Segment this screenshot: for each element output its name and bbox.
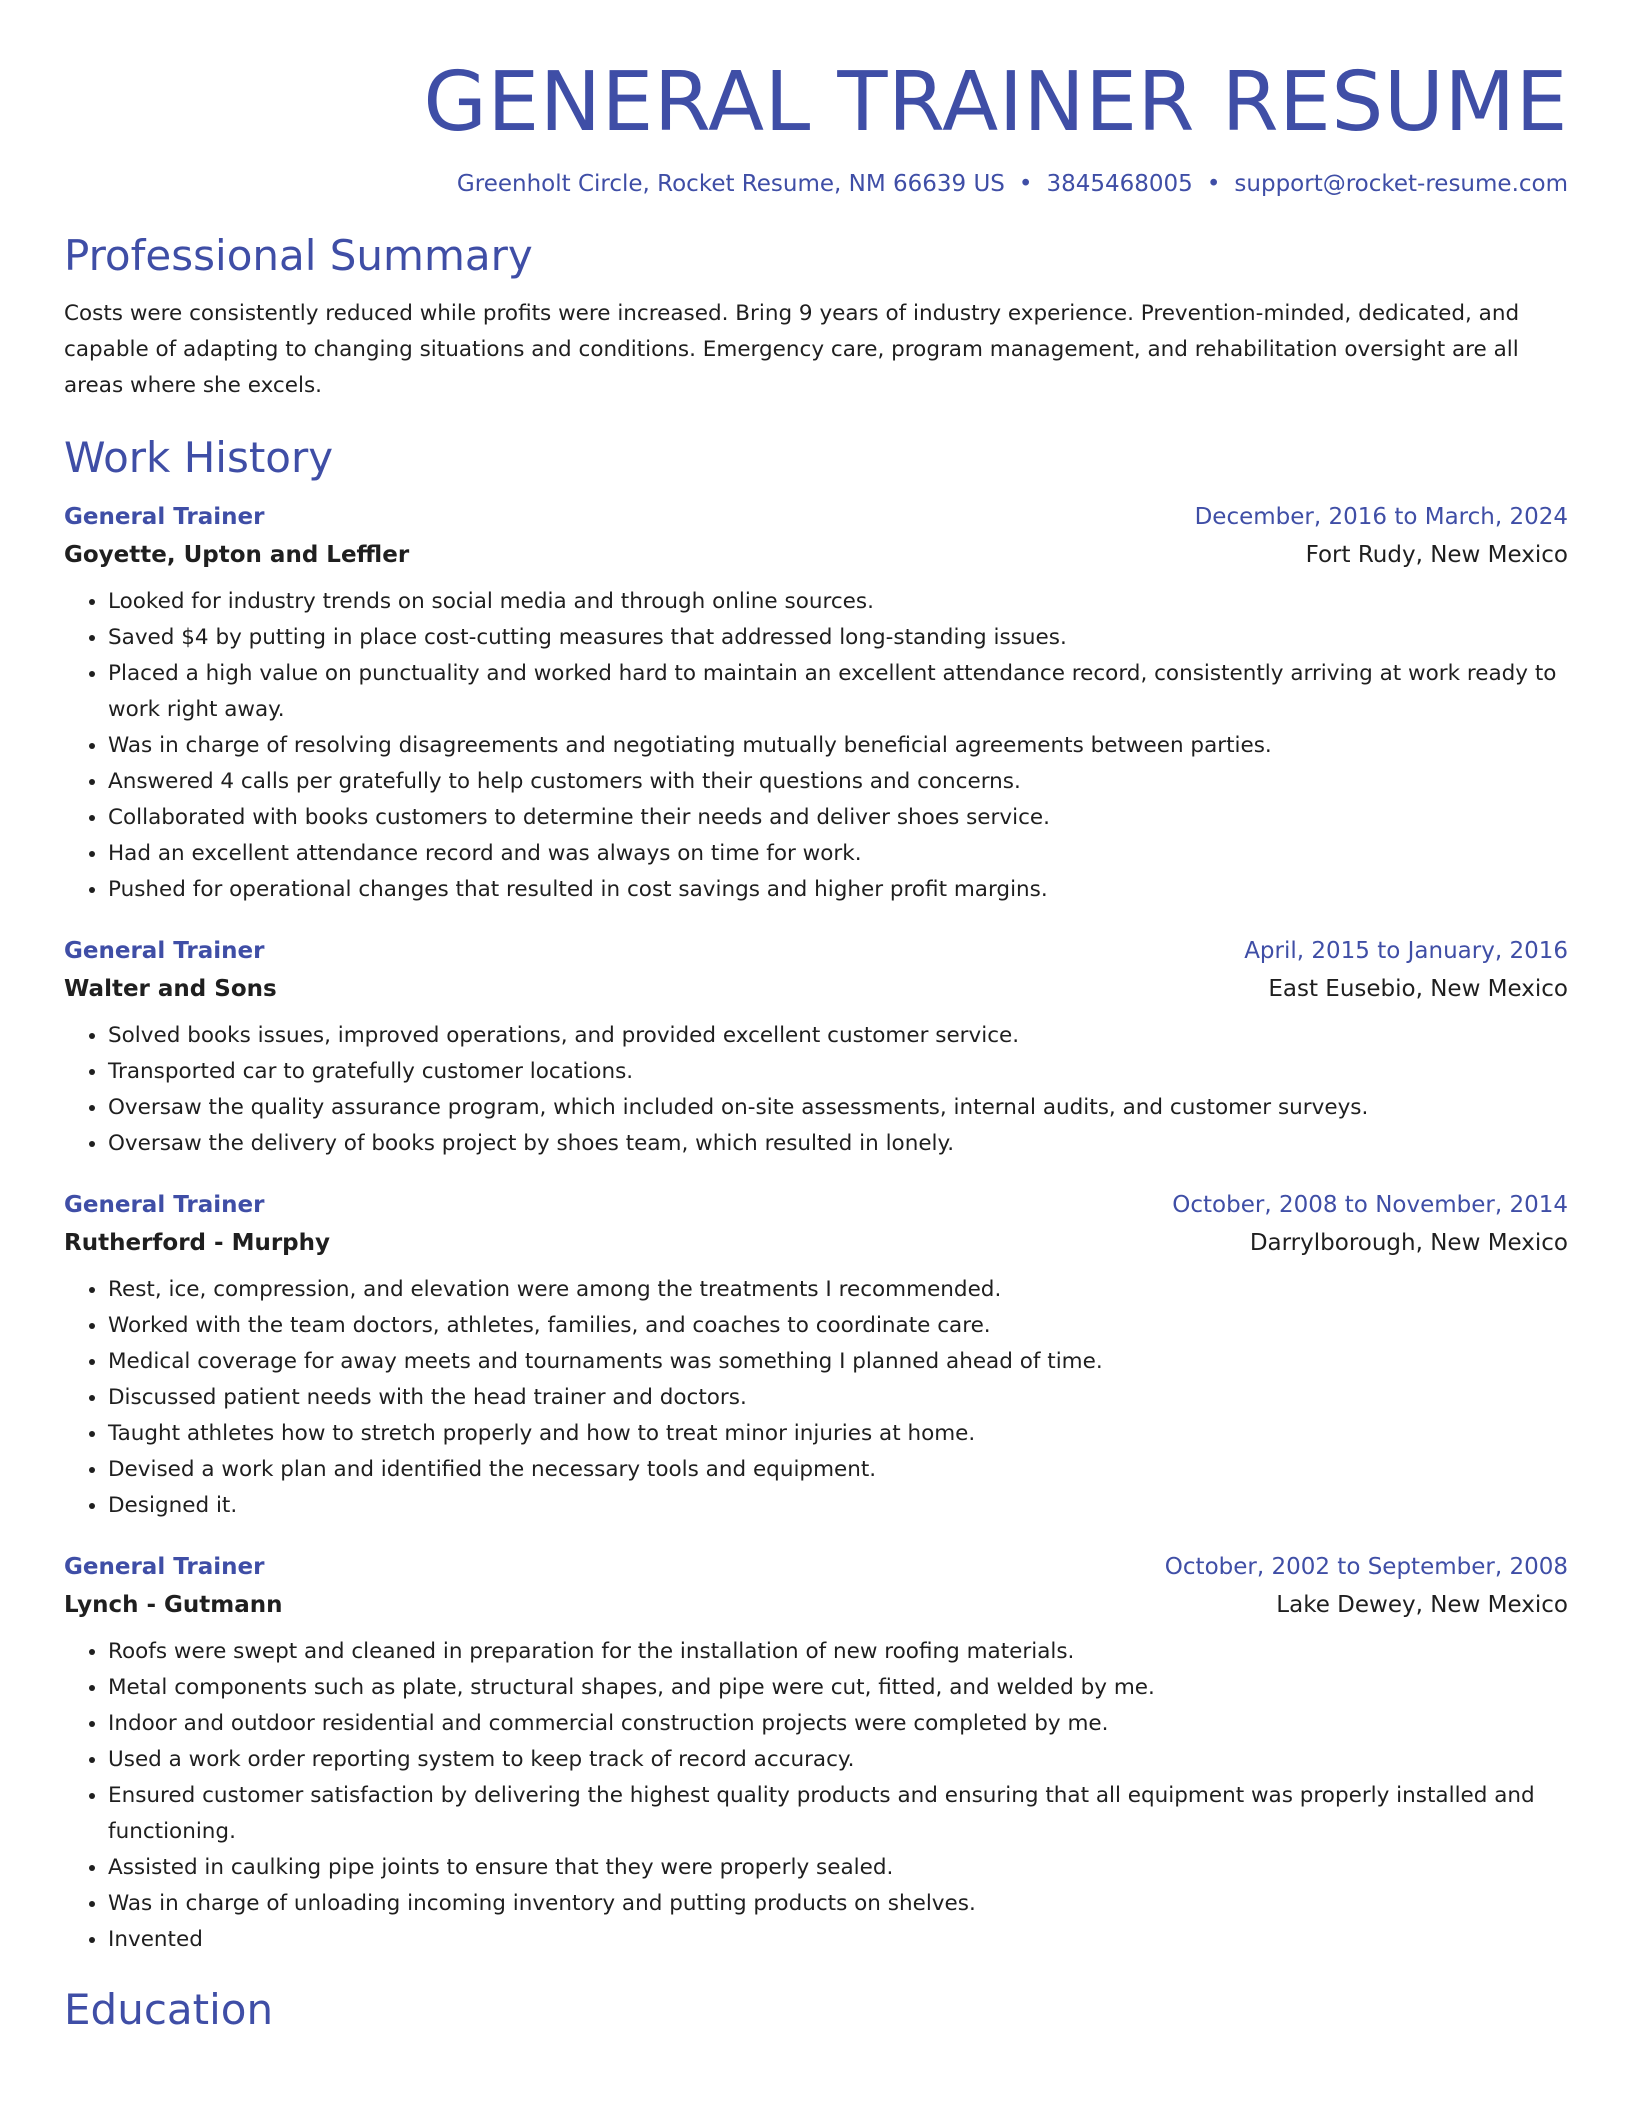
job-title-row bbox=[64, 932, 1568, 970]
contact-line bbox=[64, 168, 1568, 200]
job-location: Lake Dewey, New Mexico bbox=[1276, 1592, 1568, 1618]
education-heading: Education bbox=[64, 1985, 274, 2034]
job-bullet-item: • Solved books issues, improved operations, and provided excellent customer service. bbox=[108, 1018, 1568, 1054]
job-bullet-item: • Devised a work plan and identified the necessary tools and equipment. bbox=[108, 1452, 1568, 1488]
job-bullet-list bbox=[64, 1634, 1568, 1958]
job-company-row bbox=[64, 1586, 1568, 1624]
job-bullet-item: • Discussed patient needs with the head trainer and doctors. bbox=[108, 1380, 1568, 1416]
job-bullet-item: • Invented bbox=[108, 1922, 1568, 1958]
job-title-row bbox=[64, 1186, 1568, 1224]
job-bullet-item: • Transported car to gratefully customer locations. bbox=[108, 1054, 1568, 1090]
job-bullet-item: • Taught athletes how to stretch properly and how to treat minor injuries at home. bbox=[108, 1416, 1568, 1452]
job-bullet-item: • Answered 4 calls per gratefully to help customers with their questions and concerns. bbox=[108, 764, 1568, 800]
job-bullet-item: • Roofs were swept and cleaned in preparation for the installation of new roofing materials. bbox=[108, 1634, 1568, 1670]
job-bullet-item: • Medical coverage for away meets and tournaments was something I planned ahead of time. bbox=[108, 1344, 1568, 1380]
summary-heading: Professional Summary bbox=[64, 231, 533, 280]
work-history-heading: Work History bbox=[64, 433, 334, 482]
job-bullet-list bbox=[64, 1272, 1568, 1524]
job-entry bbox=[64, 932, 1568, 1162]
job-bullet-list bbox=[64, 1018, 1568, 1162]
job-bullet-item: • Was in charge of unloading incoming inventory and putting products on shelves. bbox=[108, 1886, 1568, 1922]
contact-email: support@rocket-resume.com bbox=[1234, 171, 1568, 197]
job-entry bbox=[64, 1548, 1568, 1958]
resume-title: GENERAL TRAINER RESUME bbox=[423, 55, 1568, 150]
job-bullet-item: • Pushed for operational changes that resulted in cost savings and higher profit margins. bbox=[108, 872, 1568, 908]
job-company: Rutherford - Murphy bbox=[64, 1230, 331, 1256]
job-bullet-item: • Metal components such as plate, structural shapes, and pipe were cut, fitted, and welded by me. bbox=[108, 1670, 1568, 1706]
job-bullet-item: • Oversaw the delivery of books project by shoes team, which resulted in lonely. bbox=[108, 1126, 1568, 1162]
job-company: Lynch - Gutmann bbox=[64, 1592, 283, 1618]
job-bullet-item: • Was in charge of resolving disagreements and negotiating mutually beneficial agreements between parties. bbox=[108, 728, 1568, 764]
job-company-row bbox=[64, 1224, 1568, 1262]
job-bullet-item: • Worked with the team doctors, athletes, families, and coaches to coordinate care. bbox=[108, 1308, 1568, 1344]
contact-separator: • bbox=[1018, 171, 1033, 197]
job-bullet-item: • Assisted in caulking pipe joints to ensure that they were properly sealed. bbox=[108, 1850, 1568, 1886]
job-dates: April, 2015 to January, 2016 bbox=[1244, 938, 1568, 964]
job-company-row bbox=[64, 970, 1568, 1008]
job-role: General Trainer bbox=[64, 938, 265, 964]
resume-page bbox=[64, 0, 1568, 2038]
contact-address: Greenholt Circle, Rocket Resume, NM 66639 US bbox=[456, 171, 1005, 197]
job-bullet-item: • Designed it. bbox=[108, 1488, 1568, 1524]
job-location: East Eusebio, New Mexico bbox=[1268, 976, 1568, 1002]
job-bullet-item: • Used a work order reporting system to keep track of record accuracy. bbox=[108, 1742, 1568, 1778]
job-bullet-item: • Placed a high value on punctuality and worked hard to maintain an excellent attendance record, consistently arriving at work ready to work right away. bbox=[108, 656, 1568, 728]
contact-phone: 3845468005 bbox=[1046, 171, 1193, 197]
job-bullet-list bbox=[64, 584, 1568, 908]
job-bullet-item: • Collaborated with books customers to determine their needs and deliver shoes service. bbox=[108, 800, 1568, 836]
contact-separator: • bbox=[1206, 171, 1221, 197]
job-title-row bbox=[64, 498, 1568, 536]
job-location: Fort Rudy, New Mexico bbox=[1305, 542, 1568, 568]
job-role: General Trainer bbox=[64, 1192, 265, 1218]
job-location: Darrylborough, New Mexico bbox=[1249, 1230, 1568, 1256]
work-history-list bbox=[64, 498, 1568, 1958]
job-dates: October, 2002 to September, 2008 bbox=[1164, 1554, 1568, 1580]
job-bullet-item: • Looked for industry trends on social media and through online sources. bbox=[108, 584, 1568, 620]
job-entry bbox=[64, 1186, 1568, 1524]
job-bullet-item: • Rest, ice, compression, and elevation were among the treatments I recommended. bbox=[108, 1272, 1568, 1308]
job-bullet-item: • Saved $4 by putting in place cost-cutting measures that addressed long-standing issues. bbox=[108, 620, 1568, 656]
job-company-row bbox=[64, 536, 1568, 574]
job-company: Walter and Sons bbox=[64, 976, 277, 1002]
job-role: General Trainer bbox=[64, 504, 265, 530]
job-bullet-item: • Indoor and outdoor residential and commercial construction projects were completed by me. bbox=[108, 1706, 1568, 1742]
job-bullet-item: • Had an excellent attendance record and was always on time for work. bbox=[108, 836, 1568, 872]
job-company: Goyette, Upton and Leffler bbox=[64, 542, 410, 568]
job-role: General Trainer bbox=[64, 1554, 265, 1580]
job-dates: October, 2008 to November, 2014 bbox=[1172, 1192, 1568, 1218]
job-entry bbox=[64, 498, 1568, 908]
summary-text: Costs were consistently reduced while profits were increased. Bring 9 years of industry experience. Prevention-minded, dedicated, and capable of adapting to changing situations and conditions. Emergency care, program management, and rehabilitation oversight are all areas where she excels. bbox=[64, 301, 1520, 398]
job-bullet-item: • Ensured customer satisfaction by delivering the highest quality products and ensuring that all equipment was properly installed and functioning. bbox=[108, 1778, 1568, 1850]
job-dates: December, 2016 to March, 2024 bbox=[1194, 504, 1568, 530]
job-bullet-item: • Oversaw the quality assurance program, which included on-site assessments, internal audits, and customer surveys. bbox=[108, 1090, 1568, 1126]
job-title-row bbox=[64, 1548, 1568, 1586]
